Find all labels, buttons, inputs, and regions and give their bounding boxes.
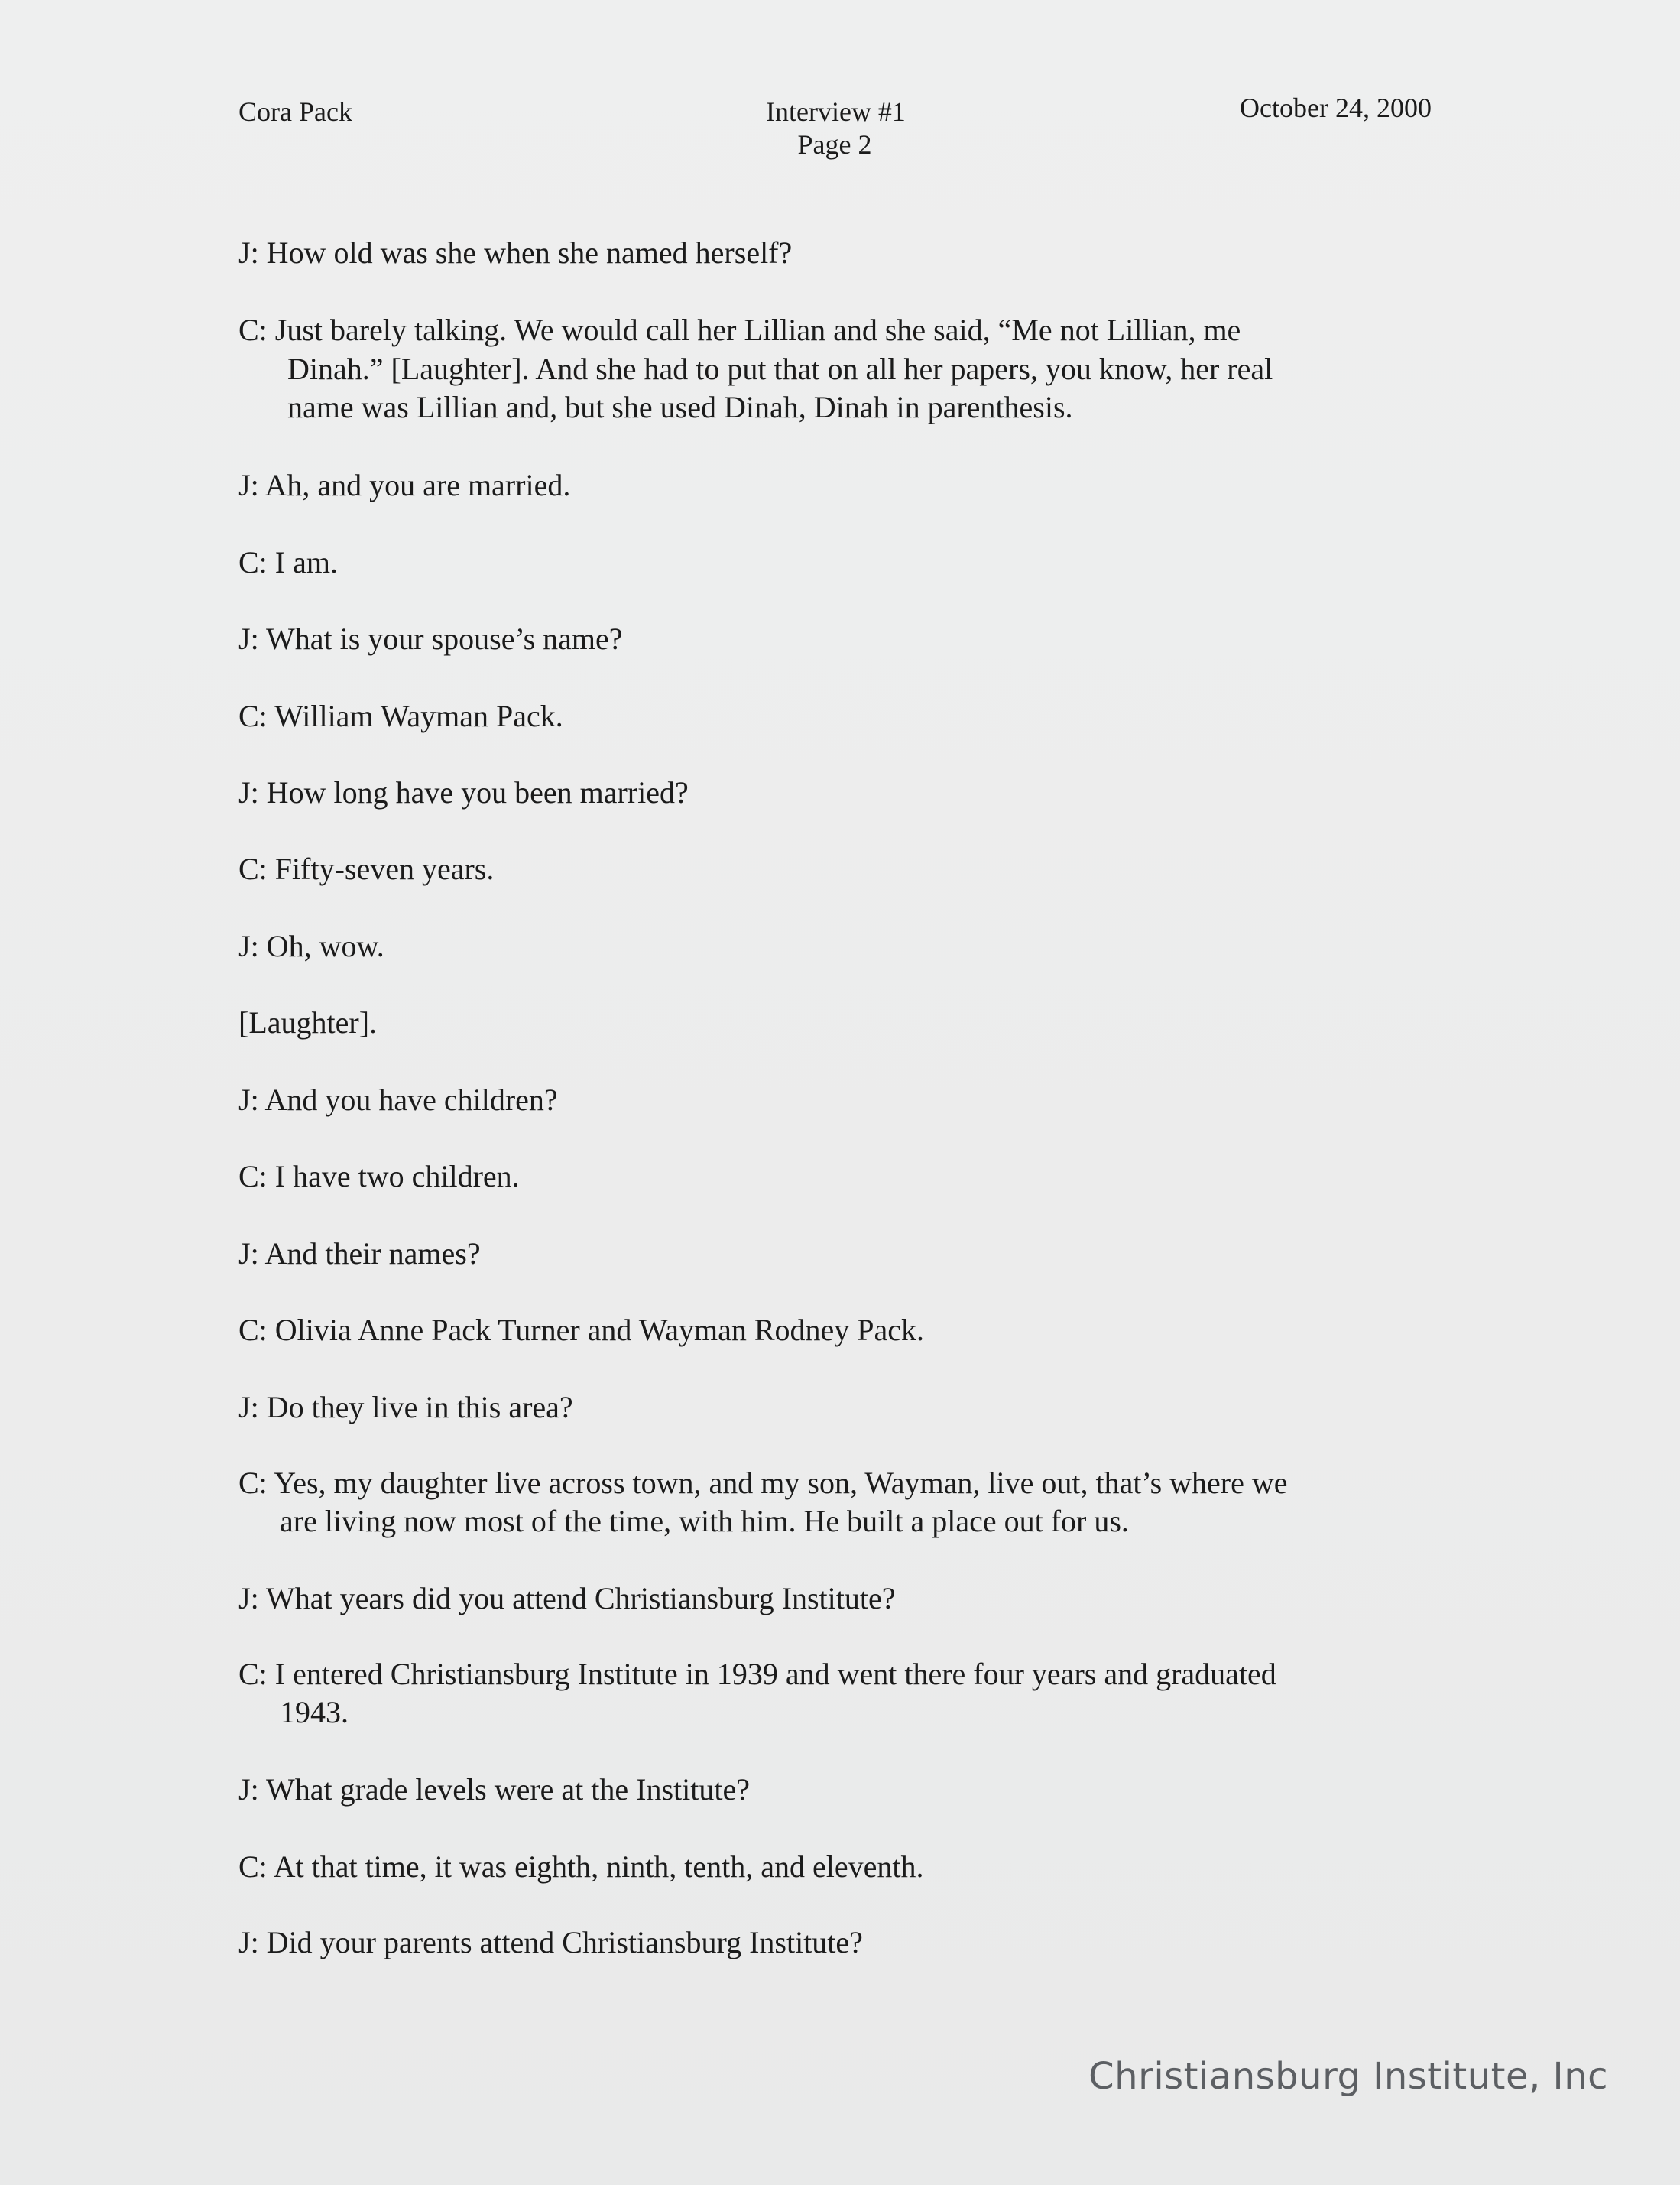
transcript-line: C: William Wayman Pack. xyxy=(238,699,563,733)
transcript-line: C: Just barely talking. We would call her Lillian and she said, “Me not Lillian, me xyxy=(238,313,1241,347)
transcript-line: C: Yes, my daughter live across town, and my son, Wayman, live out, that’s where we xyxy=(238,1466,1288,1500)
transcript-line: J: What is your spouse’s name? xyxy=(238,622,623,656)
header-interview-number xyxy=(766,96,906,161)
transcript-line: J: Did your parents attend Christiansburg Institute? xyxy=(238,1925,863,1959)
transcript-line: J: Oh, wow. xyxy=(238,929,384,963)
interview-label: Interview #1 xyxy=(766,96,906,127)
transcript-line: C: At that time, it was eighth, ninth, tenth, and eleventh. xyxy=(238,1849,924,1884)
transcript-line: J: What years did you attend Christiansburg Institute? xyxy=(238,1581,896,1615)
transcript-line: J: Ah, and you are married. xyxy=(238,468,571,502)
transcript-line: J: How old was she when she named herself? xyxy=(238,235,793,270)
transcript-line: J: And you have children? xyxy=(238,1083,558,1117)
transcript-line: C: Olivia Anne Pack Turner and Wayman Rodney Pack. xyxy=(238,1313,925,1347)
transcript-line-continuation: name was Lillian and, but she used Dinah, Dinah in parenthesis. xyxy=(287,390,1073,424)
transcript-line: C: I am. xyxy=(238,545,338,580)
transcript-line: C: I entered Christiansburg Institute in 1939 and went there four years and graduated xyxy=(238,1657,1276,1691)
transcript-line-continuation: are living now most of the time, with him. He built a place out for us. xyxy=(280,1504,1129,1538)
watermark: Christiansburg Institute, Inc xyxy=(1088,2055,1608,2098)
transcript-line: J: And their names? xyxy=(238,1236,481,1271)
page-number: Page 2 xyxy=(797,129,872,160)
transcript-line-continuation: 1943. xyxy=(280,1695,349,1729)
transcript-line: C: I have two children. xyxy=(238,1159,520,1193)
transcript-line: J: How long have you been married? xyxy=(238,775,689,810)
transcript-line-continuation: Dinah.” [Laughter]. And she had to put that on all her papers, you know, her real xyxy=(287,352,1273,386)
transcript-line: [Laughter]. xyxy=(238,1005,378,1040)
transcript-line: J: What grade levels were at the Institute? xyxy=(238,1772,751,1807)
transcript-line: C: Fifty-seven years. xyxy=(238,852,495,886)
header-interviewee-name: Cora Pack xyxy=(238,96,352,127)
header-date: October 24, 2000 xyxy=(1240,93,1432,123)
transcript-line: J: Do they live in this area? xyxy=(238,1390,573,1424)
